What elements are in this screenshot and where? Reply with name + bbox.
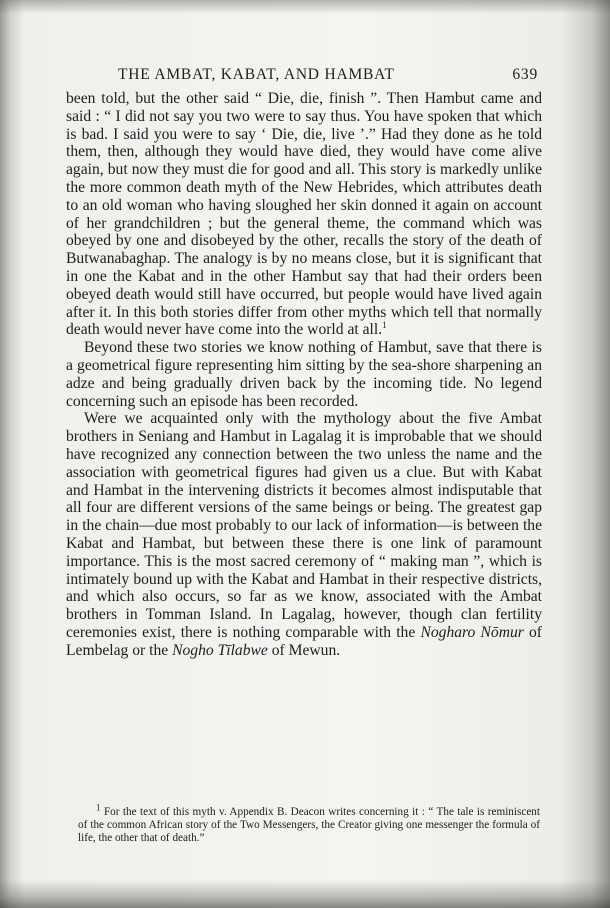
footnote-mark: 1 <box>96 802 101 813</box>
body-text <box>66 90 542 660</box>
page-header <box>118 66 538 86</box>
paragraph-3-text-b: of Lembelag or the <box>66 623 542 659</box>
footnote-paragraph <box>78 802 540 844</box>
paragraph-3 <box>66 410 542 659</box>
page-top-shadow <box>0 0 610 14</box>
paragraph-1-text: been told, but the other said “ Die, die, finish ”. Then Hambut came and said : “ I did not say you two were to say thus. You have spoken that which is bad. I said you were to say ‘ Die, die, live ’.” Had they done as he told them, then, although they would have died, they would have come alive again, but now they must die for good and all. This story is markedly unlike the more common death myth of the New Hebrides, which attributes death to an old woman who having sloughed her skin donned it again on account of her grandchildren ; but the general theme, the command which was obeyed by one and disobeyed by the other, recalls the story of the death of Butwanabaghap. The analogy is by no means close, but it is significant that in one the Kabat and in the other Hambut say that had their orders been obeyed death would still have occurred, but people would have lived again after it. In this both stories differ from other myths which tell that normally death would never have come into the world at all. <box>66 90 542 339</box>
paragraph-3-text-c: of Mewun. <box>267 641 341 659</box>
paragraph-1 <box>66 90 542 339</box>
running-head: THE AMBAT, KABAT, AND HAMBAT <box>118 66 395 83</box>
footnote-reference: 1 <box>382 320 387 331</box>
page-number: 639 <box>512 66 538 83</box>
footnote <box>78 802 540 844</box>
term-nogharo-nomur: Nogharo Nōmur <box>420 623 524 641</box>
paragraph-3-text-a: Were we acquainted only with the mythology about the five Ambat brothers in Seniang and Hambut in Lagalag it is improbable that we should have recognized any connection between the two unless the name and the association with geometrical figures had given us a clue. But with Kabat and Hambat in the intervening districts it becomes almost indisputable that all four are different versions of the same beings or being. The greatest gap in the chain—due most probably to our lack of information—is between the Kabat and Hambat, but between these there is one link of paramount importance. This is the most sacred ceremony of “ making man ”, which is intimately bound up with the Kabat and Hambat in their respective districts, and which also occurs, so far as we know, associated with the Ambat brothers in Tomman Island. In Lagalag, however, though clan fertility ceremonies exist, there is nothing comparable with the <box>66 410 542 641</box>
page-bottom-shadow <box>0 880 610 908</box>
footnote-text: For the text of this myth v. Appendix B. Deacon writes concerning it : “ The tale is reminiscent of the common African story of the Two Messengers, the Creator giving one messenger the formula of life, the other that of death.” <box>78 806 540 844</box>
paragraph-2: Beyond these two stories we know nothing of Hambut, save that there is a geometrical figure representing him sitting by the sea-shore sharpening an adze and being gradually driven back by the incoming tide. No legend concerning such an episode has been recorded. <box>66 339 542 410</box>
term-nogho-tilabwe: Nogho Tīlabwe <box>172 641 268 659</box>
